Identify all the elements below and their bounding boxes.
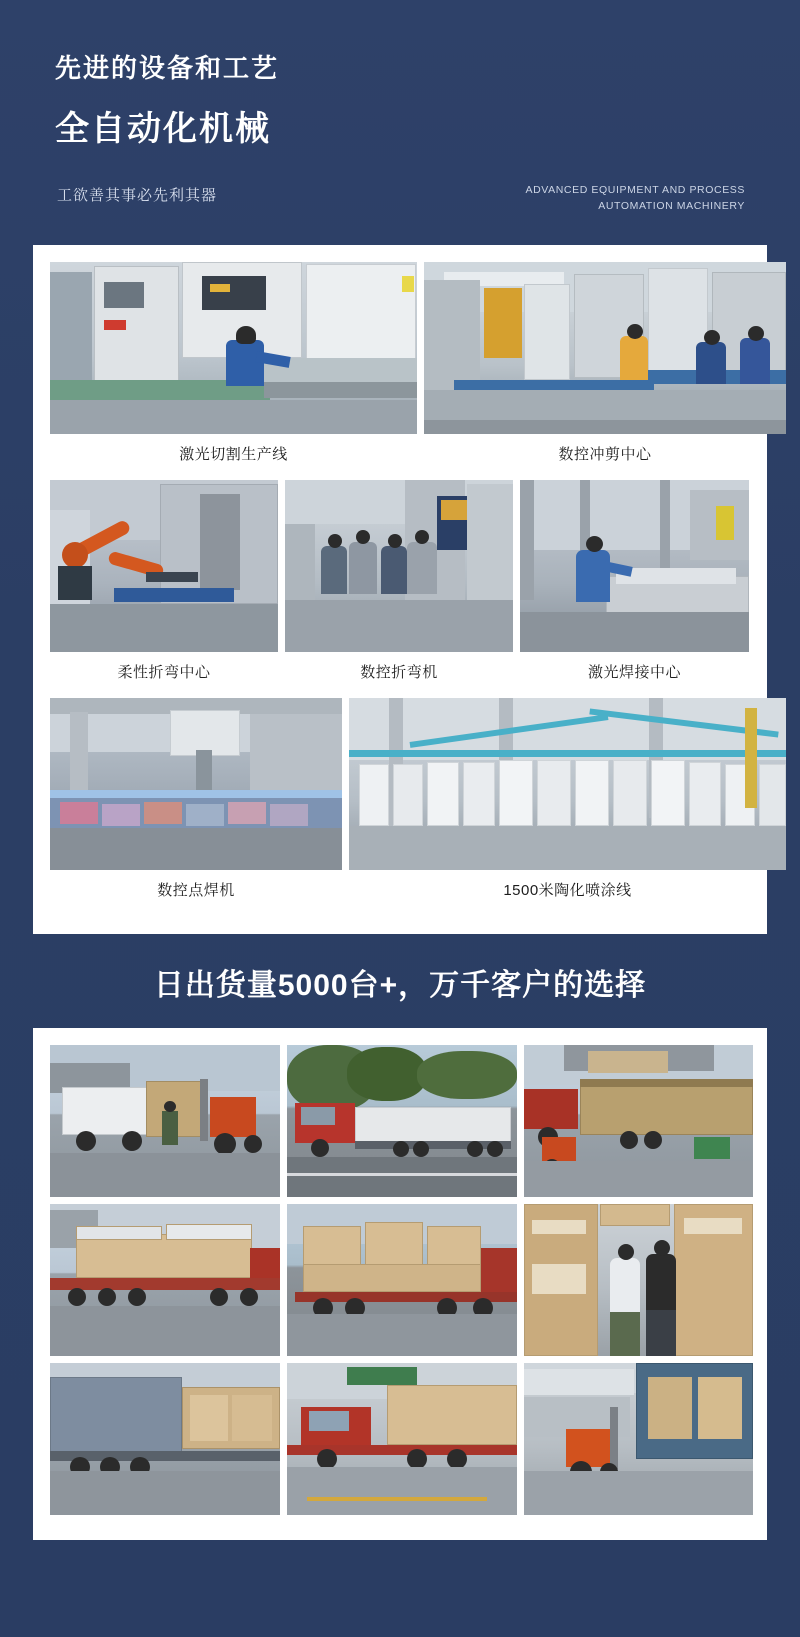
photo-cnc-spot-welder	[50, 698, 342, 870]
equipment-caption-coating-line: 1500米陶化喷涂线	[503, 882, 632, 899]
photo-ceramic-coating-line	[349, 698, 786, 870]
header-english-line1: ADVANCED EQUIPMENT AND PROCESS	[525, 184, 745, 196]
equipment-row-3	[50, 698, 750, 909]
equipment-row-1	[50, 262, 750, 473]
logistics-item-9	[524, 1363, 753, 1515]
photo-carton-truck	[287, 1204, 517, 1356]
header-subtitle: 先进的设备和工艺	[55, 53, 280, 83]
photo-cnc-bending-machine	[285, 480, 513, 652]
logistics-item-6	[524, 1204, 753, 1356]
photo-flatbed-loaded	[50, 1204, 280, 1356]
header-english-block	[526, 182, 745, 215]
logistics-item-4	[50, 1204, 280, 1356]
logistics-panel	[33, 1028, 767, 1540]
logistics-item-1	[50, 1045, 280, 1197]
equipment-panel	[33, 245, 767, 934]
header-english-line2: AUTOMATION MACHINERY	[598, 200, 745, 213]
equipment-row-2	[50, 480, 750, 691]
photo-flexible-bending-center	[50, 480, 278, 652]
photo-red-truck-transport	[287, 1045, 517, 1197]
equipment-item-cnc-bender	[285, 480, 513, 691]
photo-forklift-loading	[50, 1045, 280, 1197]
photo-forklift-container	[524, 1363, 753, 1515]
logistics-item-3	[524, 1045, 753, 1197]
page-header	[0, 0, 800, 245]
logistics-item-5	[287, 1204, 517, 1356]
logistics-row-3	[50, 1363, 750, 1515]
equipment-caption-flexible-bending: 柔性折弯中心	[117, 664, 211, 681]
header-motto: 工欲善其事必先利其器	[57, 187, 218, 204]
photo-laser-welding-center	[520, 480, 749, 652]
photo-workers-packing	[524, 1204, 753, 1356]
equipment-item-laser-welding	[520, 480, 749, 691]
logistics-row-1	[50, 1045, 750, 1197]
photo-cnc-punch-center	[424, 262, 786, 434]
logistics-row-2	[50, 1204, 750, 1356]
equipment-caption-laser-welding: 激光焊接中心	[587, 664, 681, 681]
equipment-item-flexible-bending	[50, 480, 278, 691]
equipment-caption-cnc-punch: 数控冲剪中心	[558, 446, 652, 463]
equipment-item-cnc-punch	[424, 262, 786, 473]
photo-factory-yard-loading	[287, 1363, 517, 1515]
logistics-item-8	[287, 1363, 517, 1515]
logistics-item-7	[50, 1363, 280, 1515]
equipment-caption-cnc-bender: 数控折弯机	[360, 664, 438, 681]
equipment-item-spot-welder	[50, 698, 342, 909]
logistics-item-2	[287, 1045, 517, 1197]
photo-container-trailer	[50, 1363, 280, 1515]
equipment-item-coating-line	[349, 698, 786, 909]
equipment-caption-laser-cutting: 激光切割生产线	[179, 446, 288, 463]
photo-cargo-truck-loading	[524, 1045, 753, 1197]
page-title: 全自动化机械	[55, 110, 271, 148]
equipment-caption-spot-welder: 数控点焊机	[157, 882, 235, 899]
photo-laser-cutting-line	[50, 262, 417, 434]
equipment-item-laser-cutting	[50, 262, 417, 473]
shipment-banner: 日出货量5000台+，万千客户的选择	[153, 969, 647, 1002]
